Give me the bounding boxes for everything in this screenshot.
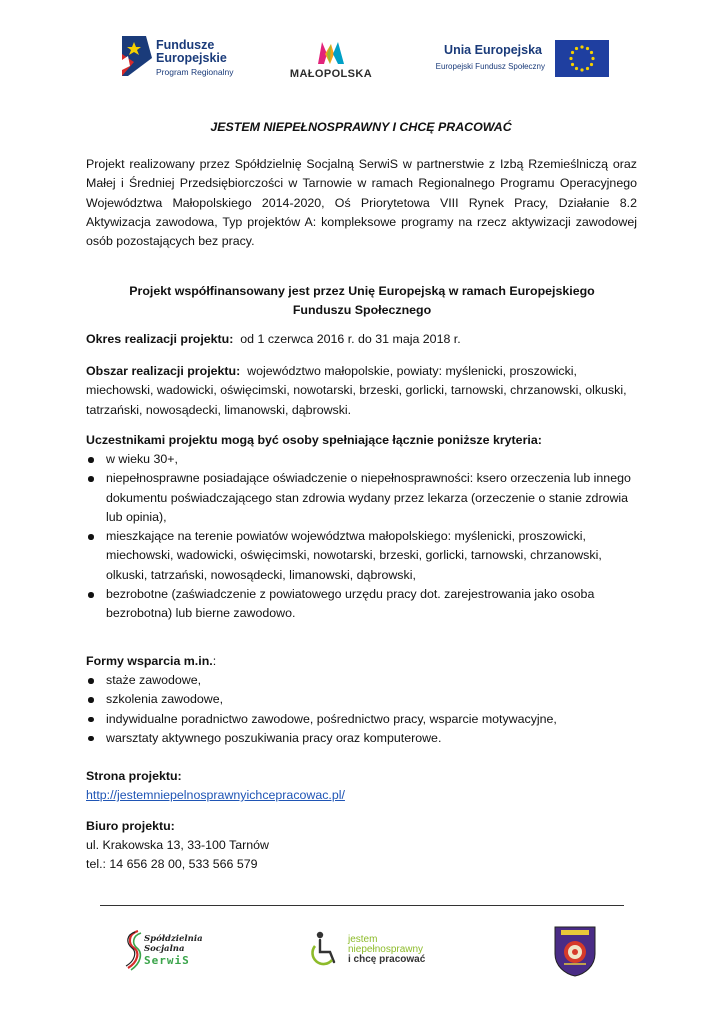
unia-europejska-logo [424, 40, 614, 80]
ue-logo-line1: Unia Europejska [444, 43, 542, 57]
project-period [86, 330, 461, 349]
list-item: staże zawodowe, [86, 671, 646, 690]
project-area-value: województwo małopolskie, powiaty: myślenicki, proszowicki, miechowski, wadowicki, oświęcimski, nowotarski, brzeski, gorlicki, tarnowski, chrzanowski, olkuski, tatrzański, nowosądecki, limanowski, dąbrowski. [86, 364, 627, 417]
jestem-logo-line2: niepełnosprawny [348, 944, 424, 955]
cofinancing-note: Projekt współfinansowany jest przez Unię Europejską w ramach Europejskiego Funduszu Społecznego [129, 284, 595, 318]
list-item: niepełnosprawne posiadające oświadczenie o niepełnosprawności: ksero orzeczenia lub innego dokumentu poświadczającego stan zdrowia wydany przez lekarza (orzeczenie o stanie zdrowia lub opinia), [86, 469, 646, 527]
list-item: bezrobotne (zaświadczenie z powiatowego urzędu pracy dot. zarejestrowania jako osoba bezrobotna) lub bierne zawodowo. [86, 585, 646, 624]
fe-logo-line1: Fundusze [156, 38, 215, 52]
support-forms-list [86, 671, 646, 748]
project-period-label: Okres realizacji projektu: [86, 332, 234, 346]
project-area-label: Obszar realizacji projektu: [86, 364, 241, 378]
office-heading: Biuro projektu: [86, 819, 175, 833]
eu-flag-icon [555, 40, 609, 77]
malopolska-m-icon [316, 40, 346, 66]
project-website-link[interactable]: http://jestemniepelnosprawnyichcepracowac.pl/ [86, 788, 345, 802]
fe-logo-line2: Europejskie [156, 51, 227, 65]
jestem-logo-line3: i chcę pracować [348, 954, 426, 965]
intro-paragraph: Projekt realizowany przez Spółdzielnię Socjalną SerwiS w partnerstwie z Izbą Rzemieślniczą oraz Małej i Średniej Przedsiębiorczości w Tarnowie w ramach Regionalnego Programu Operacyjnego Województwa Małopolskiego 2014-2020, Oś Priorytetowa VIII Rynek Pracy, Działanie 8.2 Aktywizacja zawodowa, Typ projektów A: kompleksowe programy na rzecz aktywizacji zawodowej osób pozostających bez pracy. [86, 157, 637, 249]
serwis-logo [124, 928, 204, 972]
website-heading: Strona projektu: [86, 769, 182, 783]
fundusze-europejskie-logo [122, 34, 262, 84]
project-area [86, 362, 646, 420]
list-item: szkolenia zawodowe, [86, 690, 646, 709]
ue-logo-line2: Europejski Fundusz Społeczny [435, 62, 545, 71]
list-item: warsztaty aktywnego poszukiwania pracy oraz komputerowe. [86, 729, 646, 748]
jestem-niepelnosprawny-logo [308, 930, 438, 970]
participants-heading: Uczestnikami projektu mogą być osoby spełniające łącznie poniższe kryteria: [86, 433, 542, 447]
list-item: mieszkające na terenie powiatów województwa małopolskiego: myślenicki, proszowicki, miechowski, wadowicki, oświęcimski, nowotarski, brzeski, gorlicki, tarnowski, chrzanowski, olkuski, tatrzański, nowosądecki, limanowski, dąbrowski, [86, 527, 646, 585]
support-heading-label: Formy wsparcia m.in. [86, 654, 213, 668]
participants-criteria-list [86, 450, 646, 624]
jestem-logo-line1: jestem [348, 934, 378, 945]
list-item: w wieku 30+, [86, 450, 646, 469]
serwis-logo-line1: Spółdzielnia [144, 934, 203, 944]
office-phone: tel.: 14 656 28 00, 533 566 579 [86, 857, 258, 871]
izba-rzemieslnicza-crest-icon [552, 924, 598, 978]
support-heading [86, 652, 216, 671]
footer-divider [100, 905, 624, 906]
list-item: indywidualne poradnictwo zawodowe, pośrednictwo pracy, wsparcie motywacyjne, [86, 710, 646, 729]
serwis-logo-line3: SerwiS [144, 954, 190, 967]
fundusze-europejskie-flag-icon [122, 36, 152, 76]
serwis-swoosh-icon [124, 928, 144, 972]
serwis-logo-line2: Socjalna [144, 944, 185, 954]
support-heading-colon: : [212, 654, 217, 668]
fe-logo-line3: Program Regionalny [156, 67, 234, 77]
document-title: JESTEM NIEPEŁNOSPRAWNY I CHCĘ PRACOWAĆ [210, 120, 512, 134]
office-address: ul. Krakowska 13, 33-100 Tarnów [86, 838, 269, 852]
malopolska-logo [288, 40, 374, 86]
project-period-value: od 1 czerwca 2016 r. do 31 maja 2018 r. [240, 332, 461, 346]
wheelchair-person-icon [308, 930, 344, 968]
malopolska-logo-text: MAŁOPOLSKA [289, 68, 373, 80]
